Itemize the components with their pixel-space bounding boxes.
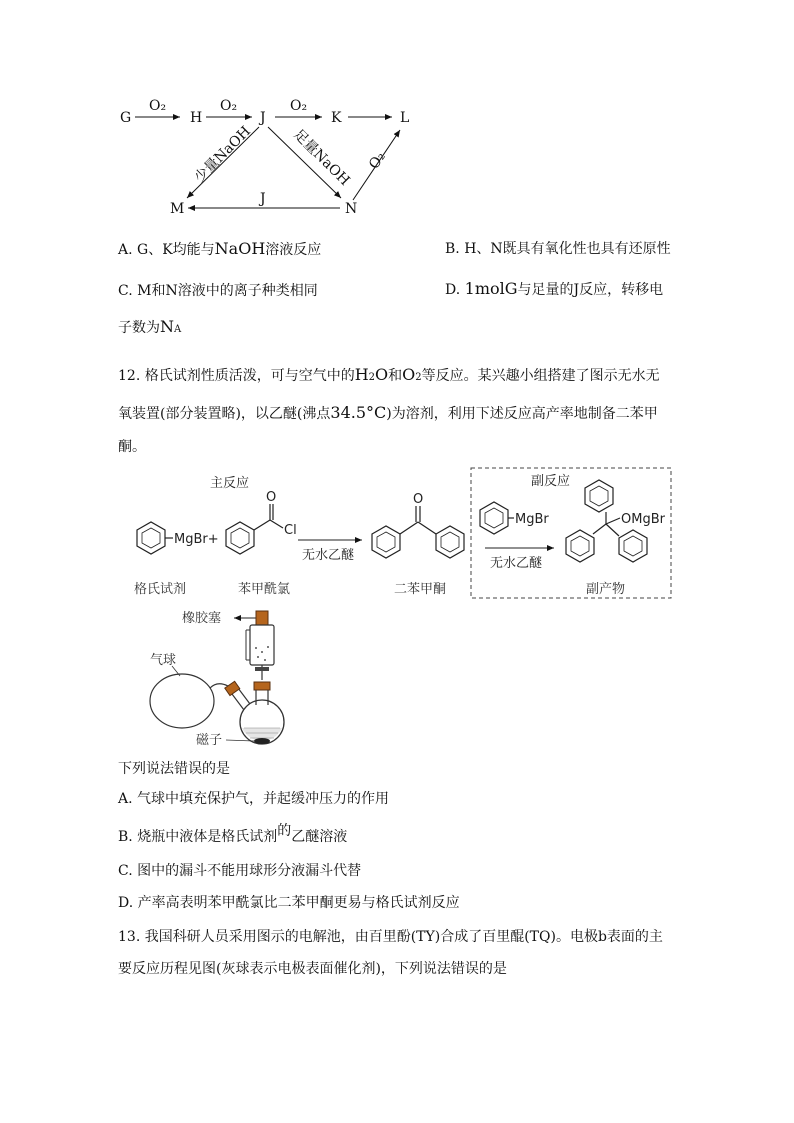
q11-option-c: C. M和N溶液中的离子种类相同 xyxy=(118,283,318,299)
benzene-ring-inner xyxy=(142,528,160,548)
benzene-ring xyxy=(585,480,613,512)
chloride: Cl xyxy=(284,523,297,538)
apparatus-figure xyxy=(150,610,284,748)
side-reaction-label: 副反应 xyxy=(531,474,571,489)
grignard-formula: MgBr+ xyxy=(174,532,219,547)
balloon xyxy=(150,674,214,728)
label-j-m: 少量NaOH xyxy=(191,123,254,186)
benzene-ring xyxy=(619,530,647,562)
raised-char: 的 xyxy=(277,823,292,839)
option-text: 溶液反应 xyxy=(265,242,322,258)
node-k: K xyxy=(331,110,342,126)
side-reaction-box xyxy=(471,468,671,598)
grignard-side: MgBr xyxy=(515,512,549,527)
rubber-stopper-label: 橡胶塞 xyxy=(182,611,222,626)
benzene-ring xyxy=(566,530,594,562)
node-j: J xyxy=(260,110,266,126)
grignard-reaction-scheme xyxy=(134,468,671,598)
balloon-label: 气球 xyxy=(150,653,177,668)
node-m: M xyxy=(170,201,185,217)
solvent-main: 无水乙醚 xyxy=(302,548,355,563)
stem-text: 氧装置(部分装置略)，以乙醚(沸点 xyxy=(118,406,331,422)
main-reaction-label: 主反应 xyxy=(210,476,250,491)
node-n: N xyxy=(345,201,358,217)
option-text: 与足量的J反应，转移电 xyxy=(517,282,664,298)
dropping-funnel xyxy=(250,625,274,665)
q12-option-b xyxy=(118,823,348,846)
omgbr-group: OMgBr xyxy=(621,512,665,527)
option-text: 乙醚溶液 xyxy=(291,829,348,845)
node-h: H xyxy=(190,110,203,126)
conversion-scheme xyxy=(120,98,409,217)
benzene-ring xyxy=(137,522,165,554)
carbonyl-oxygen: O xyxy=(266,490,277,505)
avogadro-subscript: A xyxy=(174,324,182,335)
stir-bar xyxy=(254,738,270,744)
name-byproduct: 副产物 xyxy=(586,582,626,597)
name-benzophenone: 二苯甲酮 xyxy=(394,582,447,597)
stem-text: )为溶剂，利用下述反应高产率地制备二苯甲 xyxy=(386,406,658,422)
formula-1molg: 1molG xyxy=(464,279,518,298)
q12-stem-line2 xyxy=(118,404,658,423)
rubber-stopper xyxy=(256,611,268,625)
option-text: 子数为 xyxy=(118,320,160,336)
q12-option-c: C. 图中的漏斗不能用球形分液漏斗代替 xyxy=(118,863,362,879)
boiling-point: 34.5°C xyxy=(330,403,387,422)
q12-option-d: D. 产率高表明苯甲酰氯比二苯甲酮更易与格氏试剂反应 xyxy=(118,895,460,911)
avogadro-symbol: N xyxy=(160,317,174,336)
oxygen-subscript: 2 xyxy=(415,372,422,383)
q13-stem-line2: 要反应历程见图(灰球表示电极表面催化剂)，下列说法错误的是 xyxy=(118,961,507,977)
water-o: O xyxy=(375,365,389,384)
stem-text: 和 xyxy=(388,368,403,384)
option-text: A. G、K均能与 xyxy=(118,242,215,258)
stem-text: 12. 格氏试剂性质活泼，可与空气中的 xyxy=(118,368,355,384)
node-g: G xyxy=(120,110,132,126)
benzene-ring xyxy=(480,502,508,534)
node-l: L xyxy=(400,110,410,126)
q11-option-d xyxy=(445,280,663,299)
q13-stem-line1: 13. 我国科研人员采用图示的电解池，由百里酚(TY)合成了百里醌(TQ)。电极b表面的主 xyxy=(118,929,663,945)
q11-option-b: B. H、N既具有氧化性也具有还原性 xyxy=(445,241,671,257)
formula-naoh: NaOH xyxy=(214,239,266,258)
option-text: B. 烧瓶中液体是格氏试剂 xyxy=(118,829,278,845)
label-n-m: J xyxy=(260,191,266,207)
name-grignard: 格氏试剂 xyxy=(134,582,187,597)
benzene-ring xyxy=(226,522,254,554)
q11-option-a xyxy=(118,240,321,259)
q12-stem-line3: 酮。 xyxy=(118,439,146,455)
label-j-n: 足量NaOH xyxy=(290,126,353,189)
magnet-label: 磁子 xyxy=(196,733,223,748)
q12-stem-line1 xyxy=(118,366,660,387)
stem-text: 等反应。某兴趣小组搭建了图示无水无 xyxy=(421,368,660,384)
label-n-l: O₂ xyxy=(366,149,389,173)
benzene-ring xyxy=(372,526,400,558)
label-j-k: O₂ xyxy=(290,98,308,114)
water-subscript: 2 xyxy=(368,372,376,383)
benzene-ring xyxy=(436,526,464,558)
oxygen-o: O xyxy=(402,365,416,384)
q12-question: 下列说法错误的是 xyxy=(118,761,230,777)
name-benzoyl-chloride: 苯甲酰氯 xyxy=(238,582,291,597)
solvent-side: 无水乙醚 xyxy=(490,556,543,571)
option-text: D. xyxy=(445,282,465,298)
q11-option-d-continued xyxy=(118,318,181,339)
label-h-j: O₂ xyxy=(220,98,238,114)
ketone-oxygen: O xyxy=(413,492,424,507)
label-g-h: O₂ xyxy=(149,98,167,114)
q12-option-a: A. 气球中填充保护气，并起缓冲压力的作用 xyxy=(118,791,390,807)
water-h: H xyxy=(354,365,369,384)
